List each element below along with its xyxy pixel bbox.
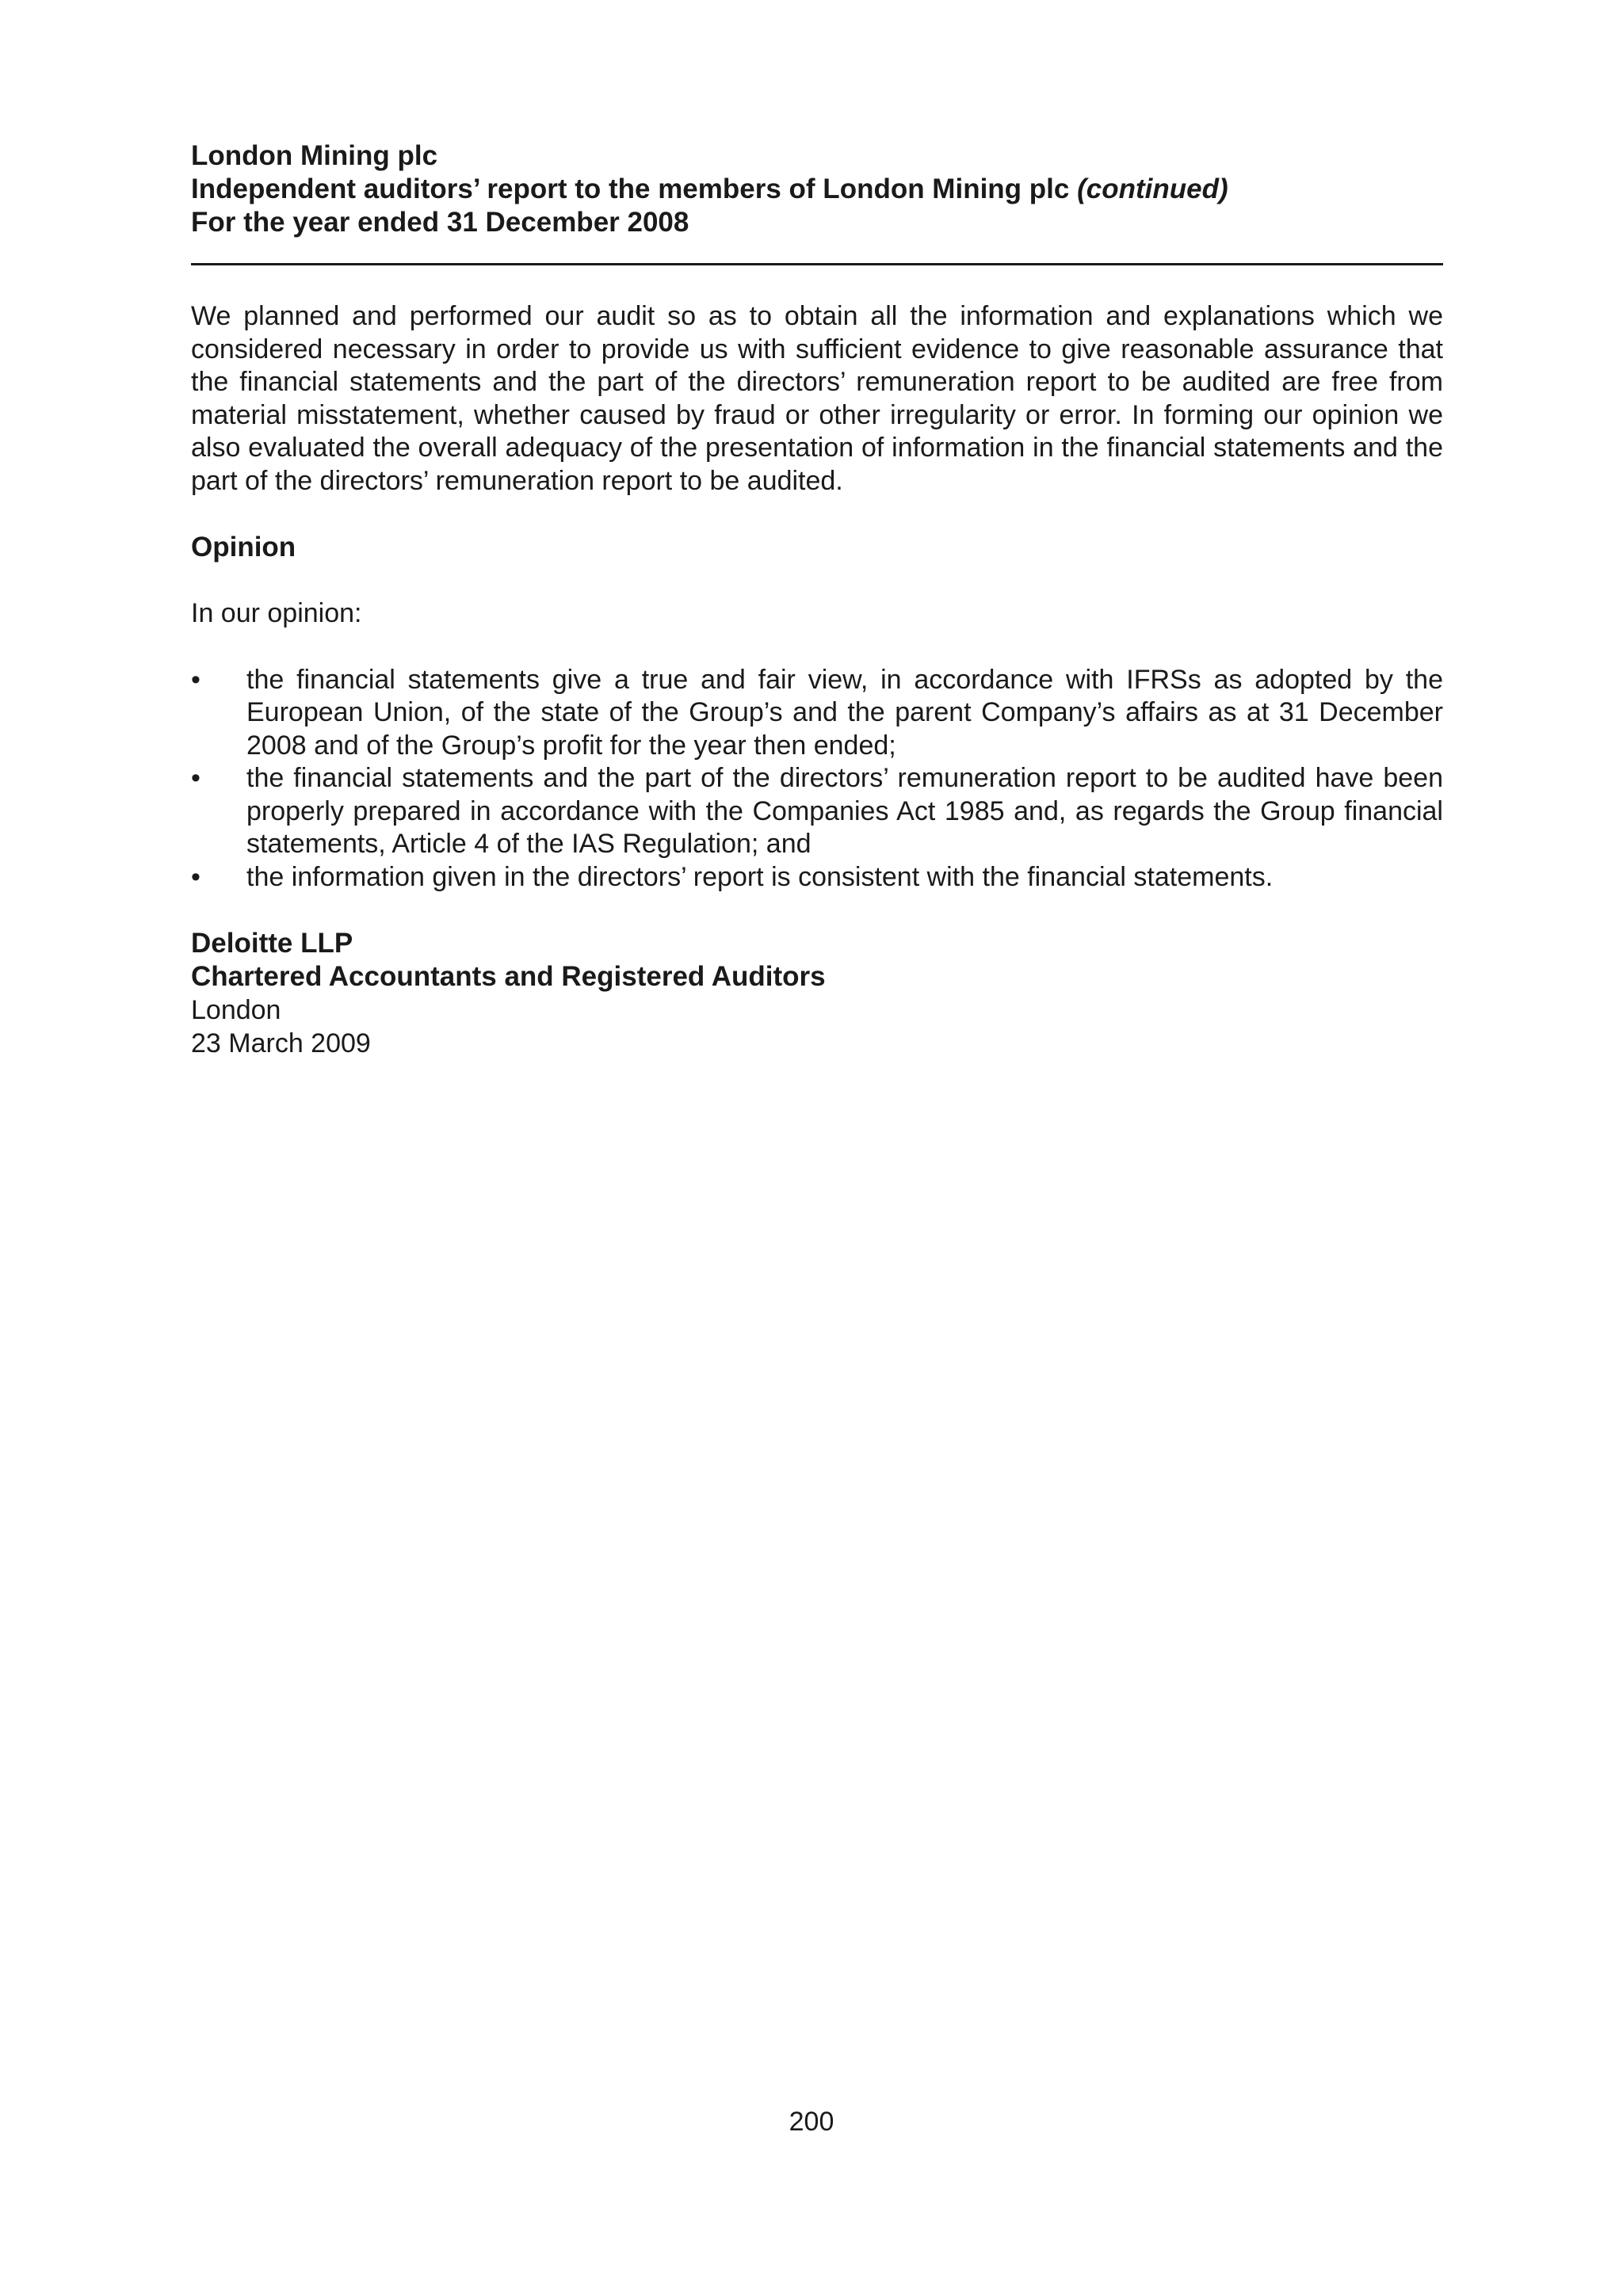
report-period: For the year ended 31 December 2008: [191, 207, 689, 238]
document-page: [191, 139, 1443, 1060]
opinion-heading: Opinion: [191, 532, 296, 563]
signature-location: London: [191, 995, 281, 1025]
page-number: 200: [789, 2107, 834, 2137]
opinion-list-item: [191, 762, 1443, 861]
opinion-list-item: [191, 861, 1443, 894]
opinion-list-item-text: the financial statements give a true and fair view, in accordance with IFRSs as adopted by the European Union, of the state of the Group’s and the parent Company’s affairs as at 31 December 2008 and of the Group’s profit for the year then ended;: [246, 664, 1443, 761]
bullet-icon: •: [191, 664, 200, 695]
signature-block: [191, 927, 1443, 1060]
opinion-intro: In our opinion:: [191, 598, 362, 628]
report-title-continued: (continued): [1077, 174, 1228, 204]
header-divider: [191, 263, 1443, 265]
auditor-designation: Chartered Accountants and Registered Auditors: [191, 961, 826, 992]
opinion-list-item-text: the information given in the directors’ report is consistent with the financial statements.: [246, 861, 1274, 892]
bullet-icon: •: [191, 763, 200, 793]
auditor-firm: Deloitte LLP: [191, 928, 353, 959]
opinion-list: [191, 664, 1443, 894]
opinion-list-item-text: the financial statements and the part of the directors’ remuneration report to be audited have been properly prepared in accordance with the Companies Act 1985 and, as regards the Group financial statements, Article 4 of the IAS Regulation; and: [246, 763, 1443, 859]
report-title-main: Independent auditors’ report to the members of London Mining plc: [191, 174, 1070, 204]
bullet-icon: •: [191, 861, 200, 892]
signature-date: 23 March 2009: [191, 1028, 371, 1058]
company-name: London Mining plc: [191, 140, 438, 171]
audit-scope-paragraph: We planned and performed our audit so as to obtain all the information and explanations which we considered necessary in order to provide us with sufficient evidence to give reasonable assurance that the financial statements and the part of the directors’ remuneration report to be audited are free from material misstatement, whether caused by fraud or other irregularity or error. In forming our opinion we also evaluated the overall adequacy of the presentation of information in the financial statements and the part of the directors’ remuneration report to be audited.: [191, 301, 1443, 496]
report-title: [191, 173, 1443, 206]
opinion-list-item: [191, 664, 1443, 763]
